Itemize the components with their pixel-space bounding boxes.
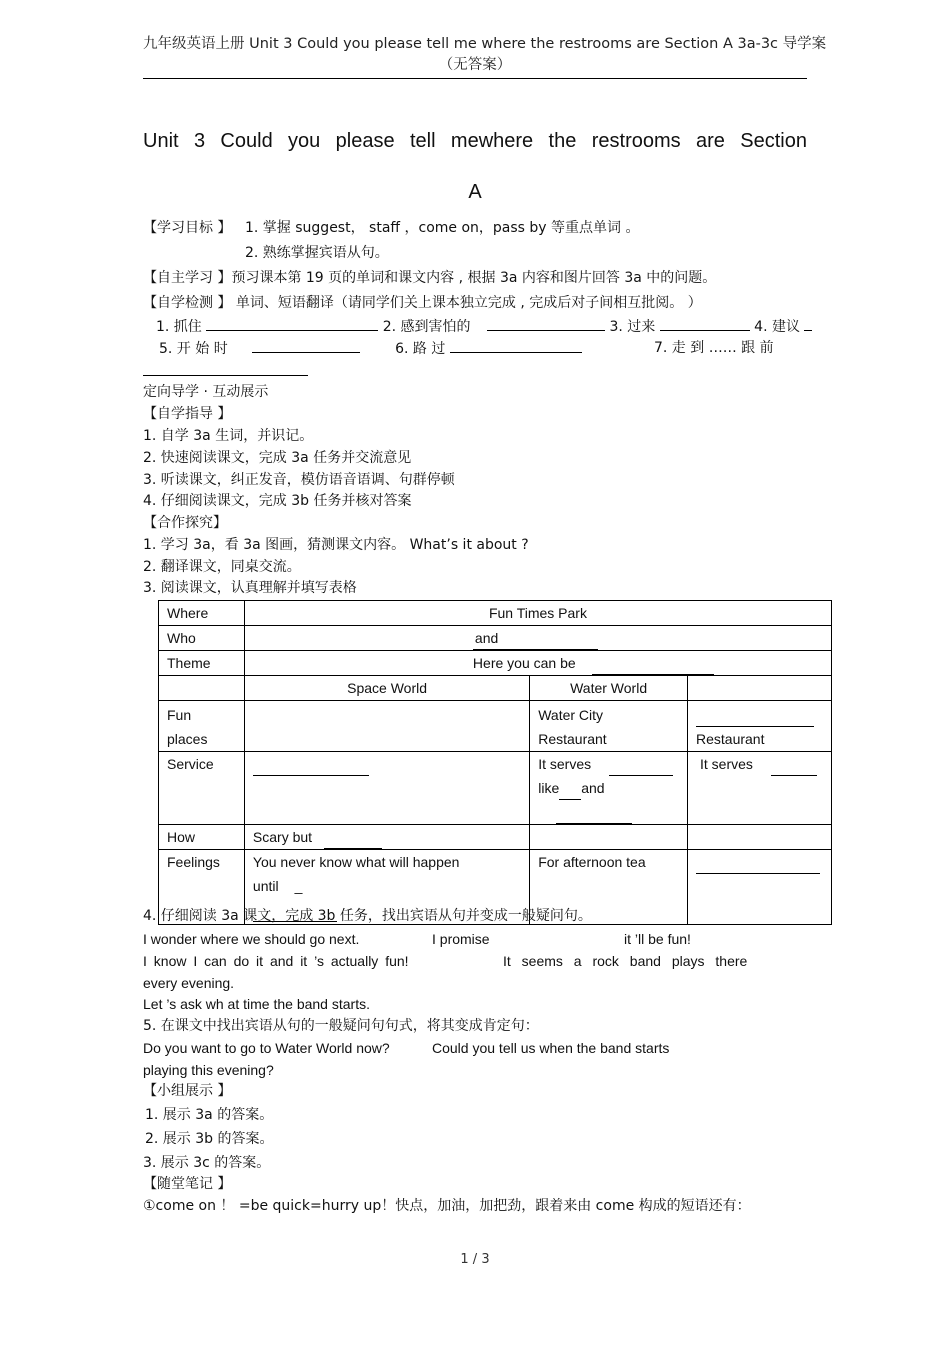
group-item-1: 1. 展示 3a 的答案。 — [145, 1107, 274, 1123]
col-space-world: Space World — [244, 676, 529, 701]
page-title: Unit 3 Could you please tell mewhere the restrooms are Section — [143, 130, 807, 152]
vocab-7-blank[interactable] — [143, 375, 308, 376]
coop-item-1: 1. 学习 3a，看 3a 图画，猜测课文内容。 What’s it about ? — [143, 537, 529, 553]
service-other[interactable]: It serves — [688, 752, 832, 825]
service-water[interactable]: It serves like and — [530, 752, 688, 825]
self-guide-item-4: 4. 仔细阅读课文，完成 3b 任务并核对答案 — [143, 493, 412, 509]
service-space[interactable] — [244, 752, 529, 825]
self-guide-item-1: 1. 自学 3a 生词，并识记。 — [143, 428, 314, 444]
fun-places-blank[interactable] — [696, 710, 814, 727]
reading-table — [158, 600, 832, 925]
where-value: Fun Times Park — [244, 601, 831, 626]
task4-sentence-4: It seems a rock band plays there — [503, 953, 748, 969]
table-row — [159, 651, 832, 676]
self-guide-label: 【自学指导 】 — [143, 406, 232, 422]
task4-sentence-2: I promise — [432, 931, 490, 947]
vocab-2: 2. 感到害怕的 — [382, 319, 471, 335]
task5-question-2b: playing this evening? — [143, 1062, 274, 1078]
theme-value: Here you can be — [472, 655, 576, 671]
vocab-3-blank[interactable] — [660, 316, 750, 331]
table-row — [159, 701, 832, 752]
task4-sentence-1: I wonder where we should go next. — [143, 931, 360, 947]
task5-question-1: Do you want to go to Water World now? — [143, 1040, 390, 1056]
guide-heading: 定向导学 · 互动展示 — [143, 384, 269, 400]
service-space-blank[interactable] — [253, 759, 369, 776]
notes-label: 【随堂笔记 】 — [143, 1176, 232, 1192]
table-row — [159, 626, 832, 651]
how-blank[interactable] — [324, 832, 382, 849]
group-item-2: 2. 展示 3b 的答案。 — [145, 1131, 274, 1147]
fun-places-water: Water City Restaurant — [530, 701, 688, 752]
header-rule — [143, 78, 807, 79]
who-and: and — [474, 630, 499, 646]
objective-1: 1. 掌握 suggest， staff ，come on，pass by 等重点单词 。 — [245, 220, 640, 236]
service-other-blank[interactable] — [771, 759, 817, 776]
vocab-4-blank[interactable] — [804, 316, 812, 331]
who-blank-2[interactable] — [498, 633, 598, 650]
running-header-note: （无答案） — [438, 57, 512, 73]
col-water-world: Water World — [530, 676, 688, 701]
table-row — [159, 752, 832, 825]
vocab-4: 4. 建议 — [754, 319, 800, 335]
feelings-space[interactable]: You never know what will happen until _ — [244, 850, 529, 925]
service-label: Service — [159, 752, 245, 825]
table-row — [159, 676, 832, 701]
table-row — [159, 601, 832, 626]
feelings-label: Feelings — [159, 850, 245, 925]
vocab-row-1 — [156, 316, 812, 337]
theme-cell[interactable] — [244, 651, 831, 676]
feelings-other-blank[interactable] — [696, 857, 820, 874]
task4-sentence-4b: every evening. — [143, 975, 235, 991]
notes-line-1: ①come on ！ =be quick=hurry up！快点，加油，加把劲，跟着来由 come 构成的短语还有： — [143, 1198, 751, 1214]
task4-sentence-3: I know I can do it and it ’s actually fun! — [143, 953, 409, 969]
fun-places-label: Fun places — [159, 701, 245, 752]
vocab-5: 5. 开 始 时 — [159, 341, 228, 357]
vocab-6: 6. 路 过 — [395, 341, 446, 357]
vocab-6-blank[interactable] — [450, 338, 582, 353]
service-water-blank-3[interactable] — [556, 807, 632, 824]
self-guide-item-2: 2. 快速阅读课文，完成 3a 任务并交流意见 — [143, 450, 412, 466]
vocab-2-blank[interactable] — [487, 316, 605, 331]
task4-sentence-5: Let ’s ask wh at time the band starts. — [143, 996, 370, 1012]
fun-places-other[interactable]: Restaurant — [688, 701, 832, 752]
vocab-5-blank[interactable] — [252, 338, 360, 353]
who-label: Who — [159, 626, 245, 651]
task5-heading: 5. 在课文中找出宾语从句的一般疑问句句式，将其变成肯定句： — [143, 1018, 539, 1034]
self-study-line: 【自主学习 】预习课本第 19 页的单词和课文内容 , 根据 3a 内容和图片回答 3a 中的问题。 — [143, 270, 717, 286]
service-water-blank-1[interactable] — [609, 759, 673, 776]
task4-heading: 4. 仔细阅读 3a 课文，完成 3b 任务，找出宾语从句并变成一般疑问句。 — [143, 908, 592, 924]
vocab-7: 7. 走 到 …… 跟 前 — [654, 340, 774, 356]
how-space[interactable]: Scary but — [244, 825, 529, 850]
theme-blank[interactable] — [592, 658, 714, 675]
fun-places-space[interactable] — [244, 701, 529, 752]
objectives-label: 【学习目标 】 — [143, 220, 232, 236]
task5-question-2: Could you tell us when the band starts — [432, 1040, 670, 1056]
group-item-3: 3. 展示 3c 的答案。 — [143, 1155, 271, 1171]
task4-sentence-2b: it ’ll be fun! — [624, 931, 691, 947]
page-number: 1 / 3 — [460, 1252, 490, 1267]
vocab-3: 3. 过来 — [609, 319, 656, 335]
coop-item-3: 3. 阅读课文，认真理解并填写表格 — [143, 580, 357, 596]
theme-label: Theme — [159, 651, 245, 676]
self-guide-item-3: 3. 听读课文，纠正发音，模仿语音语调、句群停顿 — [143, 472, 455, 488]
vocab-row-2 — [159, 338, 582, 359]
coop-item-2: 2. 翻译课文，同桌交流。 — [143, 559, 301, 575]
group-label: 【小组展示 】 — [143, 1083, 232, 1099]
objective-2: 2. 熟练掌握宾语从句。 — [245, 245, 389, 261]
who-cell[interactable] — [244, 626, 831, 651]
vocab-1-blank[interactable] — [206, 316, 378, 331]
vocab-1: 1. 抓住 — [156, 319, 202, 335]
feelings-water: For afternoon tea — [530, 850, 688, 925]
running-header: 九年级英语上册 Unit 3 Could you please tell me where the restrooms are Section A 3a-3c 导学案 — [143, 36, 827, 52]
how-label: How — [159, 825, 245, 850]
coop-label: 【合作探究】 — [143, 515, 227, 531]
service-water-blank-2[interactable] — [559, 783, 581, 800]
where-label: Where — [159, 601, 245, 626]
table-row — [159, 825, 832, 850]
self-check-line: 【自学检测 】 单词、短语翻译（请同学们关上课本独立完成 , 完成后对子间相互批阅。 ） — [143, 295, 702, 311]
page-title-cont: A — [468, 181, 482, 203]
feelings-other[interactable] — [688, 850, 832, 925]
